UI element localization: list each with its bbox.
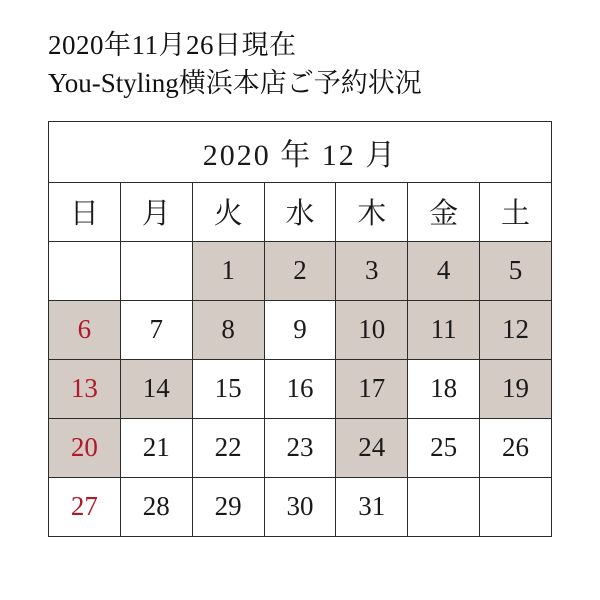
calendar-week-row <box>49 241 552 300</box>
calendar-weekday-row <box>49 182 552 241</box>
day-cell: 1 <box>192 241 264 300</box>
day-cell: 28 <box>120 477 192 536</box>
day-cell: 21 <box>120 418 192 477</box>
weekday-header-sat: 土 <box>480 182 552 241</box>
title-line-date: 2020年11月26日現在 <box>48 30 297 60</box>
day-cell: 17 <box>336 359 408 418</box>
day-cell: 6 <box>49 300 121 359</box>
day-cell: 30 <box>264 477 336 536</box>
day-cell: 22 <box>192 418 264 477</box>
page-title <box>48 26 552 103</box>
weekday-header-fri: 金 <box>408 182 480 241</box>
day-cell: 27 <box>49 477 121 536</box>
day-cell: 29 <box>192 477 264 536</box>
day-cell: 25 <box>408 418 480 477</box>
day-cell: 16 <box>264 359 336 418</box>
day-cell: 2 <box>264 241 336 300</box>
day-cell: 19 <box>480 359 552 418</box>
day-cell: 14 <box>120 359 192 418</box>
day-cell: 15 <box>192 359 264 418</box>
calendar-month-title: 2020 年 12 月 <box>49 121 552 182</box>
day-cell: 24 <box>336 418 408 477</box>
weekday-header-tue: 火 <box>192 182 264 241</box>
calendar-table <box>48 121 552 537</box>
day-cell: 10 <box>336 300 408 359</box>
day-cell: 20 <box>49 418 121 477</box>
day-cell <box>408 477 480 536</box>
day-cell: 3 <box>336 241 408 300</box>
weekday-header-mon: 月 <box>120 182 192 241</box>
weekday-header-wed: 水 <box>264 182 336 241</box>
day-cell: 11 <box>408 300 480 359</box>
day-cell: 5 <box>480 241 552 300</box>
day-cell: 18 <box>408 359 480 418</box>
calendar-week-row <box>49 418 552 477</box>
day-cell: 26 <box>480 418 552 477</box>
day-cell: 23 <box>264 418 336 477</box>
calendar-container <box>48 121 552 537</box>
weekday-header-thu: 木 <box>336 182 408 241</box>
day-cell <box>49 241 121 300</box>
calendar-week-row <box>49 359 552 418</box>
calendar-week-row <box>49 477 552 536</box>
weekday-header-sun: 日 <box>49 182 121 241</box>
title-line-shop: You-Styling横浜本店ご予約状況 <box>48 68 422 99</box>
calendar-week-row <box>49 300 552 359</box>
day-cell <box>120 241 192 300</box>
day-cell: 8 <box>192 300 264 359</box>
day-cell: 12 <box>480 300 552 359</box>
day-cell: 4 <box>408 241 480 300</box>
day-cell: 9 <box>264 300 336 359</box>
day-cell: 13 <box>49 359 121 418</box>
day-cell: 31 <box>336 477 408 536</box>
day-cell <box>480 477 552 536</box>
day-cell: 7 <box>120 300 192 359</box>
calendar-title-row <box>49 121 552 182</box>
calendar-body <box>49 121 552 536</box>
